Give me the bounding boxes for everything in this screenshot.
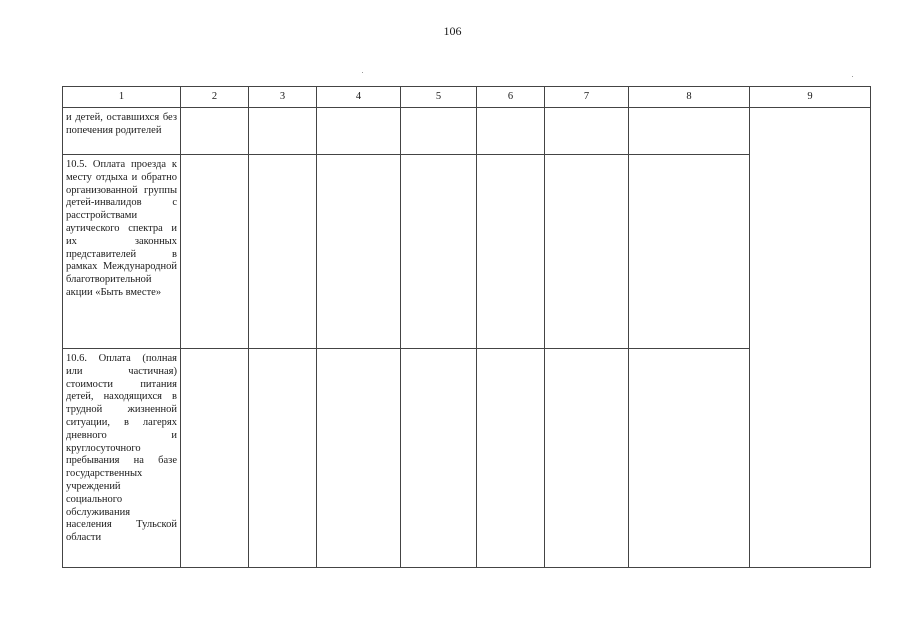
table-cell	[249, 155, 317, 349]
table-cell	[545, 155, 629, 349]
table-cell	[401, 108, 477, 155]
row-description: и детей, оставшихся без попечения родителей	[63, 108, 181, 155]
data-table	[62, 86, 871, 568]
column-header: 8	[629, 87, 750, 108]
table-cell	[401, 349, 477, 568]
table-cell	[317, 108, 401, 155]
column-header: 3	[249, 87, 317, 108]
table-cell	[477, 349, 545, 568]
table-cell	[401, 155, 477, 349]
header-row	[63, 87, 871, 108]
table-cell	[249, 108, 317, 155]
table-cell	[477, 155, 545, 349]
table-cell	[249, 349, 317, 568]
table-cell	[181, 349, 249, 568]
scan-speck	[362, 72, 363, 73]
table-row	[63, 349, 871, 568]
column-header: 7	[545, 87, 629, 108]
table-cell	[477, 108, 545, 155]
row-description: 10.5. Оплата проезда к месту отдыха и обратно организованной группы детей-инвалидов с расстройствами аутического спектра и их законных представителей в рамках Международной благотворительной акции «Быть вместе»	[63, 155, 181, 349]
column-header: 6	[477, 87, 545, 108]
table-cell	[545, 108, 629, 155]
table-cell	[629, 108, 750, 155]
table-cell	[181, 108, 249, 155]
table-cell	[317, 155, 401, 349]
table-cell	[545, 349, 629, 568]
page-number: 106	[443, 24, 462, 38]
table-cell	[629, 349, 750, 568]
table-cell	[181, 155, 249, 349]
row-description: 10.6. Оплата (полная или частичная) стоимости питания детей, находящихся в трудной жизненной ситуации, в лагерях дневного и круглосуточного пребывания на базе государственных учреждений социального обслуживания населения Тульской области	[63, 349, 181, 568]
column-header: 5	[401, 87, 477, 108]
table-cell	[317, 349, 401, 568]
column-header: 1	[63, 87, 181, 108]
scan-speck	[852, 76, 853, 77]
table-cell-merged	[750, 108, 871, 568]
column-header: 4	[317, 87, 401, 108]
column-header: 2	[181, 87, 249, 108]
column-header: 9	[750, 87, 871, 108]
table-cell	[629, 155, 750, 349]
table-row	[63, 155, 871, 349]
table-row	[63, 108, 871, 155]
